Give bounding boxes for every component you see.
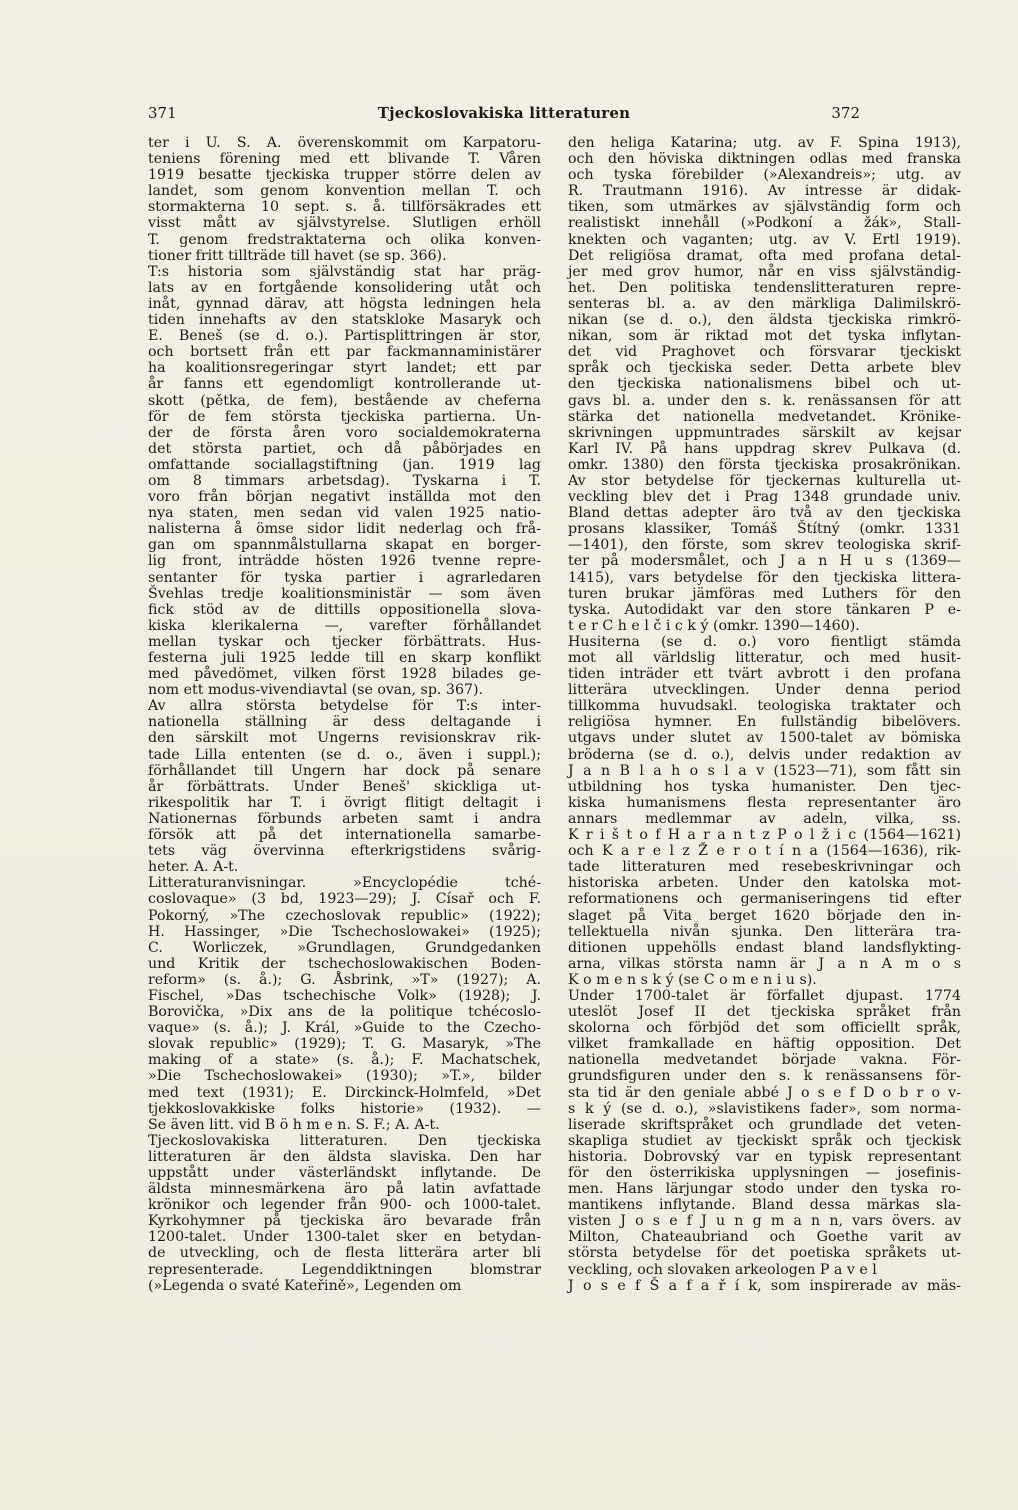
- text-line: med påvedömet, vilken först 1928 bilades ge-: [148, 666, 541, 683]
- page-number-right: 372: [831, 104, 860, 122]
- text-line: festerna juli 1925 ledde till en skarp konflikt: [148, 650, 541, 666]
- text-line: —1401), den förste, som skrev teologiska skrif-: [568, 537, 961, 554]
- text-line: den heliga Katarina; utg. av F. Spina 1913),: [568, 135, 961, 151]
- text-line: litteraturen är den äldsta slaviska. Den har: [148, 1148, 541, 1165]
- text-line: tiden innehafts av den statskloke Masaryk och: [148, 312, 541, 329]
- text-line: Milton, Chateaubriand och Goethe varit av: [568, 1229, 961, 1246]
- text-line: 1200-talet. Under 1300-talet sker en betydan-: [148, 1229, 541, 1246]
- text-line: veckling, och slovaken arkeologen P a v e l: [568, 1261, 877, 1278]
- text-line: omkr. 1380) den första tjeckiska prosakrönikan.: [568, 456, 961, 473]
- text-line: sta tid är den geniale abbé J o s e f D o b r o v-: [568, 1084, 961, 1101]
- text-line: slaget på Vita berget 1620 började den in-: [568, 907, 961, 924]
- text-line: bröderna (se d. o.), delvis under redaktion av: [568, 746, 961, 763]
- text-line: vilket framkallade en häftig opposition. Det: [568, 1036, 961, 1053]
- text-line: och K a r e l z Ž e r o t í n a (1564—1636), rik-: [568, 843, 961, 860]
- text-line: representerade. Legenddiktningen blomstrar: [148, 1261, 541, 1278]
- text-line: der de första åren voro socialdemokraterna: [148, 424, 541, 441]
- text-line: skrivningen uppmuntrades särskilt av kejsar: [568, 424, 961, 441]
- text-line: arna, vilkas största namn är J a n A m o s: [568, 955, 961, 972]
- text-line: nikan (se d. o.), den äldsta tjeckiska rimkrö-: [568, 312, 961, 329]
- text-line: slovak republic» (1929); T. G. Masaryk, »The: [148, 1036, 541, 1053]
- text-line: 1415), vars betydelse för den tjeckiska littera-: [568, 569, 961, 586]
- text-line: år fanns ett egendomligt kontrollerande ut-: [148, 376, 541, 393]
- text-line: het. Den politiska tendenslitteraturen repre-: [568, 279, 961, 296]
- text-line: äldsta minnesmärkena äro på latin avfattade: [148, 1181, 541, 1198]
- text-line: grundsfiguren under den s. k renässansens för-: [568, 1068, 961, 1085]
- page-header: [148, 104, 860, 126]
- text-line: Litteraturanvisningar. »Encyclopédie tché-: [148, 875, 541, 892]
- text-line: 1919 besatte tjeckiska trupper större delen av: [148, 167, 541, 184]
- text-line: lats av en fortgående konsolidering utåt och: [148, 279, 541, 296]
- text-line: tellektuella nivån sjunka. Den litterära tra-: [568, 923, 961, 940]
- text-line: omfattande sociallagstiftning (jan. 1919 lag: [148, 456, 541, 473]
- text-line: lig front, inträdde hösten 1926 tvenne repre-: [148, 553, 541, 570]
- text-line: uteslöt Josef II det tjeckiska språket från: [568, 1004, 961, 1021]
- text-line: Kyrkohymner på tjeckiska äro bevarade från: [148, 1213, 541, 1230]
- text-line: förhållandet till Ungern har dock på senare: [148, 762, 541, 779]
- text-line: visten J o s e f J u n g m a n n, vars övers. av: [568, 1213, 961, 1230]
- text-line: turen brukar jämföras med Luthers för den: [568, 585, 961, 602]
- text-line: Pokorný, »The czechoslovak republic» (1922);: [148, 907, 541, 924]
- text-line: år förbättrats. Under Beneš' skickliga ut-: [148, 778, 541, 795]
- text-line: nom ett modus-vivendiavtal (se ovan, sp. 367).: [148, 682, 484, 699]
- text-line: Nationernas förbunds arbeten samt i andra: [148, 810, 541, 827]
- text-line: språk och tjeckiska seder. Detta arbete blev: [568, 360, 961, 377]
- text-line: nationella medvetandet började vakna. För-: [568, 1052, 961, 1069]
- text-line: ter i U. S. A. överenskommit om Karpatoru-: [148, 135, 541, 151]
- text-line: tets väg övervinna efterkrigstidens svårig-: [148, 843, 541, 860]
- left-text-column: [148, 135, 541, 1294]
- text-line: utbildning hos tyska humanister. Den tjec-: [568, 778, 961, 795]
- page-number-left: 371: [148, 104, 177, 122]
- text-line: om 8 timmars arbetsdag). Tyskarna i T.: [148, 472, 541, 489]
- text-line: tade litteraturen med resebeskrivningar och: [568, 859, 961, 876]
- text-line: landet, som genom konvention mellan T. och: [148, 183, 541, 200]
- text-line: making of a state» (s. å.); F. Machatschek,: [148, 1052, 541, 1069]
- text-line: prosans klassiker, Tomáš Štítný (omkr. 1331: [568, 521, 961, 538]
- text-line: kiska humanismens flesta representanter äro: [568, 794, 961, 811]
- text-line: senteras bl. a. av den märkliga Dalimilskrö-: [568, 295, 961, 312]
- text-line: med text (1931); E. Dirckinck-Holmfeld, »Det: [148, 1084, 541, 1101]
- text-line: skolorna och förbjöd det som officiellt språk,: [568, 1020, 961, 1037]
- text-line: J o s e f Š a f a ř í k, som inspirerade av mäs-: [568, 1277, 961, 1294]
- text-line: K r i š t o f H a r a n t z P o l ž i c (1564—1621): [568, 827, 961, 844]
- text-line: teniens förening med ett blivande T. Våren: [148, 151, 541, 168]
- text-line: nationella ställning är dess deltagande i: [148, 714, 541, 731]
- text-line: reform» (s. å.); G. Åsbrink, »T» (1927); A.: [148, 971, 541, 988]
- text-line: krönikor och legender från 900- och 1000-talet.: [148, 1197, 541, 1214]
- text-line: de utveckling, och de flesta litterära arter bli: [148, 1245, 541, 1262]
- text-line: ditionen uppehölls endast bland landsflykting-: [568, 939, 961, 956]
- text-line: tioner fritt tillträde till havet (se sp. 366).: [148, 247, 447, 264]
- text-line: (»Legenda o svaté Kateřině», Legenden om: [148, 1277, 462, 1294]
- text-line: men. Hans lärjungar stodo under den tyska ro-: [568, 1181, 961, 1198]
- text-line: Karl IV. På hans uppdrag skrev Pulkava (d.: [568, 440, 961, 457]
- text-line: det största partiet, och då påbörjades en: [148, 440, 541, 457]
- text-line: Av stor betydelse för tjeckernas kulturella ut-: [568, 472, 961, 489]
- text-line: K o m e n s k ý (se C o m e n i u s).: [568, 971, 817, 988]
- text-line: t e r C h e l č i c k ý (omkr. 1390—1460).: [568, 617, 860, 634]
- text-line: för den österrikiska upplysningen — josefinis-: [568, 1165, 961, 1181]
- text-line: ha koalitionsregeringar styrt landet; ett par: [148, 360, 541, 377]
- text-line: kiska klerikalerna —, varefter förhållandet: [148, 617, 541, 634]
- text-line: största betydelse för det poetiska språkets ut-: [568, 1245, 961, 1262]
- text-line: skapliga studiet av tjeckiskt språk och tjeckisk: [568, 1132, 961, 1149]
- text-line: tiden inträder ett tvärt avbrott i den profana: [568, 666, 961, 683]
- text-line: gavs bl. a. under den s. k. renässansen för att: [568, 392, 961, 409]
- text-line: den särskilt mot Ungerns revisionskrav rik-: [148, 730, 541, 747]
- text-line: T. genom fredstraktaterna och olika konven-: [148, 231, 541, 248]
- text-line: Fischel, »Das tschechische Volk» (1928); J.: [148, 987, 541, 1004]
- text-line: historia. Dobrovský var en typisk representant: [568, 1148, 961, 1165]
- text-line: Av allra största betydelse för T:s inter-: [148, 698, 541, 715]
- text-line: Se även litt. vid B ö h m e n. S. F.; A. A-t.: [148, 1116, 440, 1133]
- text-line: annars medlemmar av adeln, vilka, ss.: [568, 810, 961, 827]
- text-line: Švehlas tredje koalitionsministär — som även: [148, 585, 541, 602]
- text-line: tillkomma huvudsakl. teologiska traktater och: [568, 698, 961, 715]
- text-line: Husiterna (se d. o.) voro fientligt stämda: [568, 633, 961, 650]
- text-line: uppstått under västerländskt inflytande. De: [148, 1165, 541, 1181]
- text-line: jer med grov humor, når en viss självständig-: [568, 263, 961, 280]
- text-line: Under 1700-talet är förfallet djupast. 1774: [568, 987, 961, 1004]
- text-line: och den höviska diktningen odlas med franska: [568, 151, 961, 168]
- text-line: Tjeckoslovakiska litteraturen. Den tjeckiska: [148, 1132, 541, 1149]
- text-line: veckling blev det i Prag 1348 grundade univ.: [568, 489, 961, 506]
- text-line: vaque» (s. å.); J. Král, »Guide to the Czecho-: [148, 1020, 541, 1037]
- text-line: R. Trautmann 1916). Av intresse är didak-: [568, 183, 961, 200]
- text-line: liserade skriftspråket och grundlade det veten-: [568, 1116, 961, 1133]
- text-line: och bortsett från ett par fackmannaministärer: [148, 344, 541, 361]
- text-line: knekten och vaganten; utg. av V. Ertl 1919).: [568, 231, 961, 248]
- text-line: tyska. Autodidakt var den store tänkaren P e-: [568, 601, 961, 618]
- text-line: historiska arbeten. Under den katolska mot-: [568, 875, 961, 892]
- text-line: utgavs under slutet av 1500-talet av bömiska: [568, 730, 961, 747]
- text-line: Bland dettas adepter äro två av den tjeckiska: [568, 505, 961, 522]
- text-line: skott (pětka, de fem), bestående av cheferna: [148, 392, 541, 409]
- text-line: H. Hassinger, »Die Tschechoslowakei» (1925);: [148, 923, 541, 940]
- text-line: för de fem största tjeckiska partierna. Un-: [148, 408, 541, 425]
- text-line: nalisterna å ömse sidor lidit nederlag och frå-: [148, 521, 541, 538]
- text-line: fick stöd av de dittills oppositionella slova-: [148, 601, 541, 618]
- text-line: visst mått av självstyrelse. Slutligen erhöll: [148, 215, 541, 232]
- text-line: ter på modersmålet, och J a n H u s (1369—: [568, 553, 961, 570]
- text-line: sentanter för tyska partier i agrarledaren: [148, 569, 541, 586]
- text-line: mantikens inflytande. Bland dessa märkas sla-: [568, 1197, 961, 1214]
- text-line: inåt, gynnad därav, att högsta ledningen hela: [148, 295, 541, 312]
- text-line: gan om spannmålstullarna skapat en borger-: [148, 537, 541, 554]
- text-line: realistiskt innehåll (»Podkoní a žák», Stall-: [568, 215, 961, 232]
- text-line: tiken, som utmärkes av självständig form och: [568, 199, 961, 216]
- text-line: och tyska förebilder (»Alexandreis»; utg. av: [568, 167, 961, 184]
- text-line: försök att på det internationella samarbe-: [148, 827, 541, 844]
- text-line: det vid Praghovet och försvarar tjeckiskt: [568, 344, 961, 361]
- text-line: tjekkoslovakkiske folks historie» (1932). —: [148, 1100, 541, 1117]
- text-line: Det religiösa dramat, ofta med profana detal-: [568, 247, 961, 264]
- text-line: coslovaque» (3 bd, 1923—29); J. Císař och F.: [148, 891, 541, 908]
- text-line: mellan tyskar och tjecker förbättrats. Hus-: [148, 633, 541, 650]
- text-line: litterära utvecklingen. Under denna period: [568, 682, 961, 699]
- text-line: s k ý (se d. o.), »slavistikens fader», som norma-: [568, 1100, 961, 1117]
- text-line: E. Beneš (se d. o.). Partisplittringen är stor,: [148, 328, 541, 345]
- text-line: und Kritik der tschechoslowakischen Boden-: [148, 955, 541, 972]
- text-line: tade Lilla ententen (se d. o., även i suppl.);: [148, 746, 541, 763]
- text-line: nya staten, men sedan vid valen 1925 natio-: [148, 505, 541, 522]
- text-line: T:s historia som självständig stat har präg-: [148, 263, 541, 280]
- text-line: »Die Tschechoslowakei» (1930); »T.», bilder: [148, 1068, 541, 1085]
- right-text-column: [568, 135, 961, 1294]
- text-line: reformationens och germaniseringens tid efter: [568, 891, 961, 908]
- text-line: Borovička, »Dix ans de la politique tchécoslo-: [148, 1004, 541, 1021]
- text-line: nikan, som är riktad mot det tyska inflytan-: [568, 328, 961, 345]
- text-line: heter. A. A-t.: [148, 859, 239, 876]
- text-line: religiösa hymner. En fullständig bibelövers.: [568, 714, 961, 731]
- text-line: mot all världslig litteratur, och med husit-: [568, 650, 961, 666]
- text-line: voro från början negativt inställda mot den: [148, 489, 541, 506]
- text-line: den tjeckiska nationalismens bibel och ut-: [568, 376, 961, 393]
- text-line: stormakterna 10 sept. s. å. tillförsäkrades ett: [148, 199, 541, 216]
- text-line: J a n B l a h o s l a v (1523—71), som fått sin: [568, 762, 961, 779]
- text-line: rikespolitik har T. i övrigt flitigt deltagit i: [148, 794, 541, 811]
- text-line: C. Worliczek, »Grundlagen, Grundgedanken: [148, 939, 541, 956]
- running-title: Tjeckoslovakiska litteraturen: [377, 104, 631, 122]
- text-line: stärka det nationella medvetandet. Krönike-: [568, 408, 961, 425]
